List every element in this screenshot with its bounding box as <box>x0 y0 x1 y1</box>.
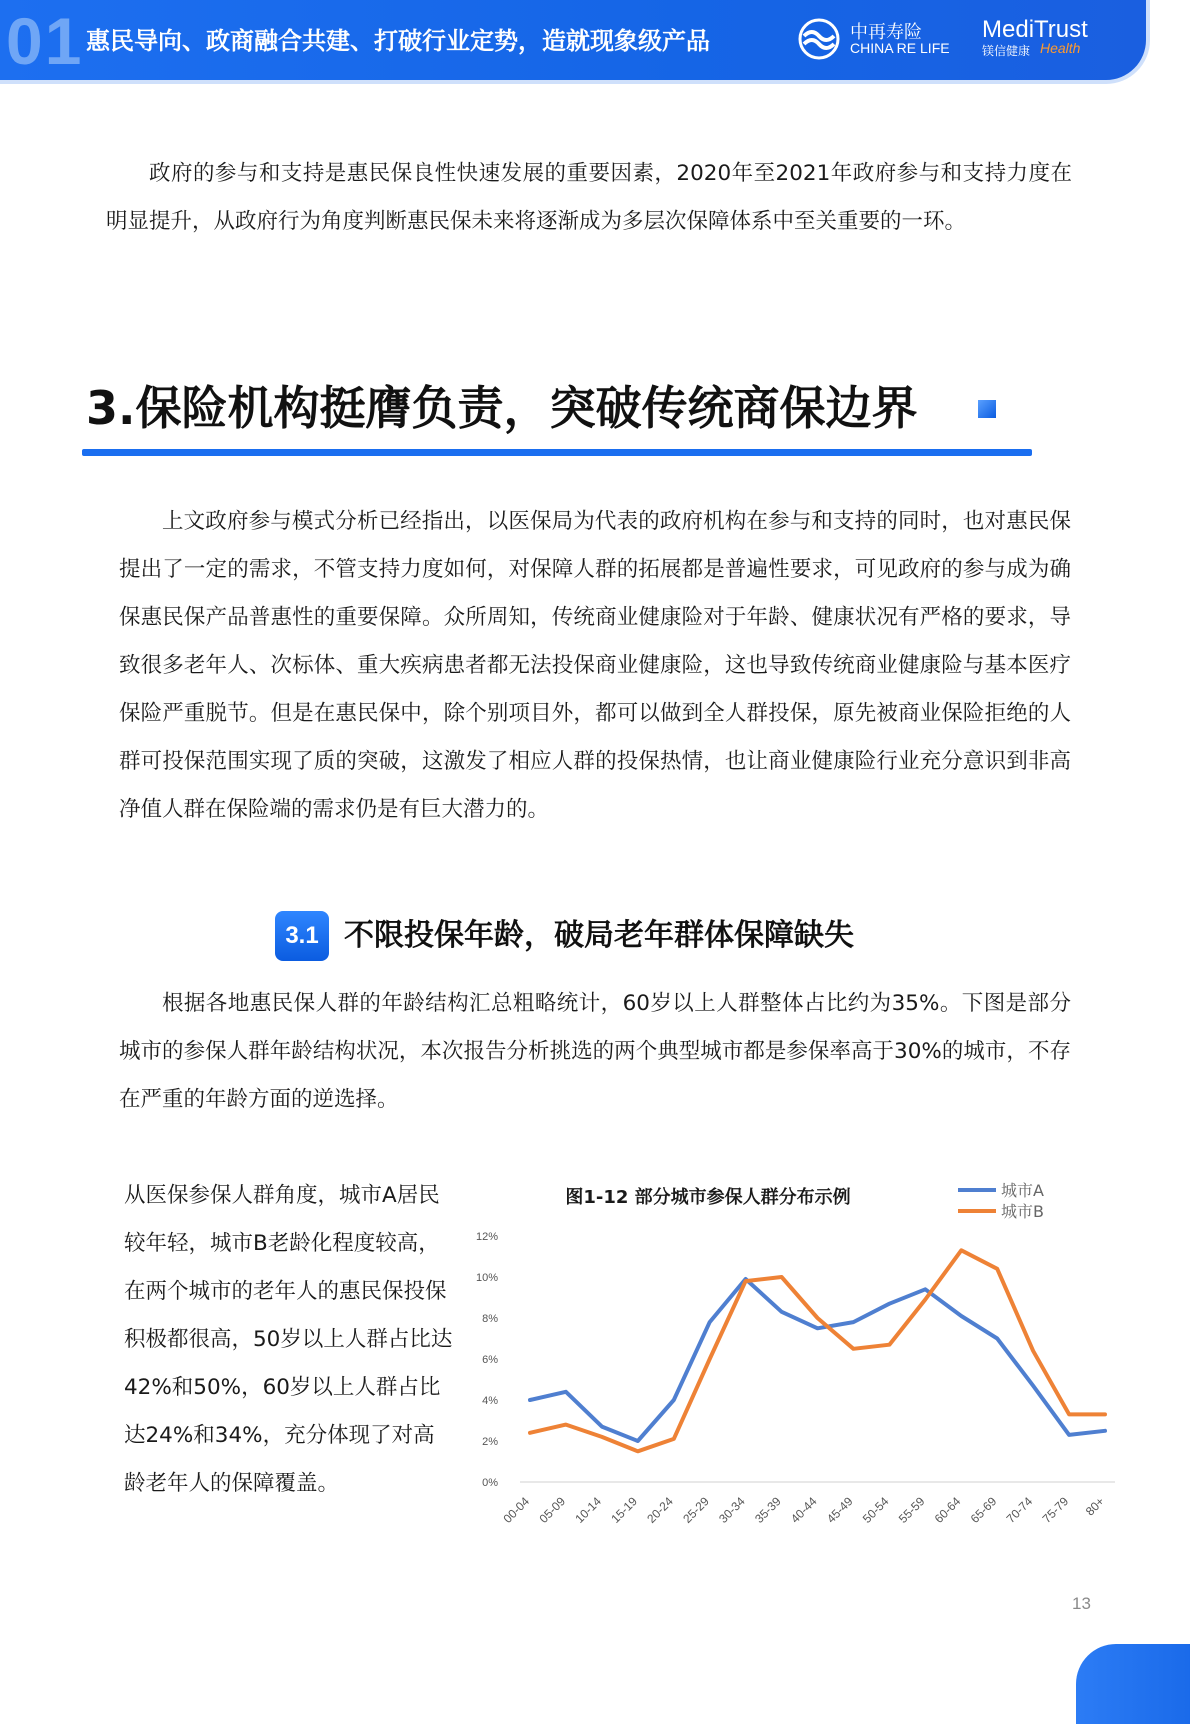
logo2-chinese: 镁信健康 <box>982 44 1031 58</box>
x-tick-label: 80+ <box>1082 1494 1108 1519</box>
series-line-city-a <box>530 1279 1105 1441</box>
intro-paragraph: 政府的参与和支持是惠民保良性快速发展的重要因素，2020年至2021年政府参与和支持力度在明显提升，从政府行为角度判断惠民保未来将逐渐成为多层次保障体系中至关重要的一环。 <box>106 161 1072 234</box>
x-tick-label: 50-54 <box>859 1494 892 1526</box>
x-tick-label: 55-59 <box>895 1494 928 1526</box>
x-tick-label: 25-29 <box>680 1494 712 1526</box>
logo1-chinese: 中再寿险 <box>850 22 922 43</box>
section-paragraph: 上文政府参与模式分析已经指出，以医保局为代表的政府机构在参与和支持的同时，也对惠民保提出了一定的需求，不管支持力度如何，对保障人群的拓展都是普遍性要求，可见政府的参与成为确保惠民保产品普惠性的重要保障。众所周知，传统商业健康险对于年龄、健康状况有严格的要求，导致很多老年人、次标体、重大疾病患者都无法投保商业健康险，这也导致传统商业健康险与基本医疗保险严重脱节。但是在惠民保中，除个别项目外，都可以做到全人群投保，原先被商业保险拒绝的人群可投保范围实现了质的突破，这激发了相应人群的投保热情，也让商业健康险行业充分意识到非高净值人群在保险端的需求仍是有巨大潜力的。 <box>119 509 1071 822</box>
y-tick-label: 10% <box>475 1272 498 1284</box>
x-tick-label: 05-09 <box>536 1494 569 1526</box>
meditrust-logo <box>982 16 1102 60</box>
chart-side-text: 从医保参保人群角度，城市A居民较年轻，城市B老龄化程度较高，在两个城市的老年人的惠民保投保积极都很高，50岁以上人群占比达42%和50%，60岁以上人群占比达24%和34%，充分体现了对高龄老年人的保障覆盖。 <box>124 1183 453 1496</box>
y-tick-label: 8% <box>482 1313 498 1325</box>
page-number: 13 <box>1072 1594 1091 1613</box>
heading-underline <box>82 449 1032 456</box>
chart-title: 图1-12 部分城市参保人群分布示例 <box>565 1187 851 1208</box>
subsection-heading: 不限投保年龄，破局老年群体保障缺失 <box>344 918 854 953</box>
y-tick-label: 0% <box>482 1477 498 1489</box>
section-number: 01 <box>6 4 84 78</box>
y-tick-label: 4% <box>482 1395 498 1407</box>
x-tick-label: 35-39 <box>752 1494 784 1526</box>
logo2-sub: Health <box>1040 40 1081 56</box>
section-heading: 3.保险机构挺膺负责，突破传统商保边界 <box>86 381 918 435</box>
x-tick-label: 15-19 <box>608 1494 640 1526</box>
x-tick-label: 75-79 <box>1039 1494 1072 1526</box>
logo2-english: MediTrust <box>982 16 1088 43</box>
header-title: 惠民导向、政商融合共建、打破行业定势，造就现象级产品 <box>86 27 710 55</box>
x-tick-label: 20-24 <box>644 1494 676 1526</box>
x-tick-label: 30-34 <box>716 1494 748 1526</box>
wave-logo-icon <box>798 18 840 60</box>
y-tick-label: 2% <box>482 1436 498 1448</box>
x-tick-label: 10-14 <box>572 1494 604 1526</box>
x-tick-label: 40-44 <box>788 1494 820 1526</box>
logo1-english: CHINA RE LIFE <box>850 40 950 56</box>
legend-label: 城市B <box>1001 1202 1044 1221</box>
subsection-paragraph: 根据各地惠民保人群的年龄结构汇总粗略统计，60岁以上人群整体占比约为35%。下图是部分城市的参保人群年龄结构状况，本次报告分析挑选的两个典型城市都是参保率高于30%的城市，不存在严重的年龄方面的逆选择。 <box>119 991 1071 1112</box>
subsection-badge: 3.1 <box>275 911 329 961</box>
y-tick-label: 12% <box>475 1231 498 1243</box>
age-distribution-chart <box>460 1170 1120 1540</box>
x-tick-label: 70-74 <box>1003 1494 1036 1526</box>
y-tick-label: 6% <box>482 1354 498 1366</box>
x-tick-label: 00-04 <box>500 1494 533 1526</box>
corner-decoration <box>1076 1644 1190 1724</box>
heading-square-icon <box>978 400 996 418</box>
page-header <box>0 0 1146 80</box>
legend-label: 城市A <box>1001 1181 1044 1200</box>
x-tick-label: 65-69 <box>967 1494 1000 1526</box>
x-tick-label: 60-64 <box>931 1494 964 1526</box>
x-tick-label: 45-49 <box>823 1494 856 1526</box>
series-line-city-b <box>530 1250 1105 1451</box>
